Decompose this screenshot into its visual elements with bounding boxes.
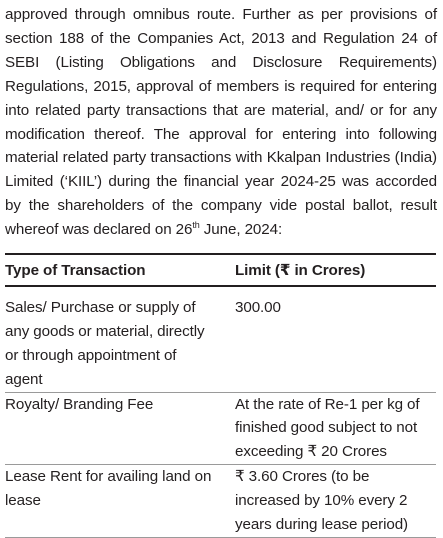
table-row bbox=[5, 286, 436, 392]
paragraph-text-end: June, 2024: bbox=[199, 221, 283, 239]
related-party-transactions-table bbox=[5, 253, 436, 538]
header-type-of-transaction: Type of Transaction bbox=[5, 254, 227, 286]
limit-cell: At the rate of Re-1 per kg of finished good subject to not exceeding ₹ 20 Crores bbox=[227, 392, 436, 465]
paragraph-text: approved through omnibus route. Further as per provisions of section 188 of the Companies Act, 2013 and Regulation 24 of SEBI (Listing Obligations and Disclosure Requirements) Regulations, 2015, approval of members is required for entering into related party transactions that are material, and/ or for any modification thereof. The approval for entering into following material related party transactions with Kkalpan Industries (India) Limited (‘KIIL’) during the financial year 2024-25 was accorded by the shareholders of the company vide postal ballot, result whereof was declared on 26 bbox=[5, 6, 437, 239]
table-row bbox=[5, 392, 436, 465]
header-limit: Limit (₹ in Crores) bbox=[227, 254, 436, 286]
ordinal-suffix: th bbox=[192, 220, 200, 231]
table-row bbox=[5, 465, 436, 538]
transaction-type-cell: Royalty/ Branding Fee bbox=[5, 392, 227, 465]
transaction-type-cell: Sales/ Purchase or supply of any goods or material, directly or through appointment of agent bbox=[5, 286, 227, 392]
limit-cell: ₹ 3.60 Crores (to be increased by 10% every 2 years during lease period) bbox=[227, 465, 436, 538]
limit-cell: 300.00 bbox=[227, 286, 436, 392]
transaction-type-cell: Lease Rent for availing land on lease bbox=[5, 465, 227, 538]
table-header-row bbox=[5, 254, 436, 286]
body-paragraph bbox=[5, 3, 437, 242]
